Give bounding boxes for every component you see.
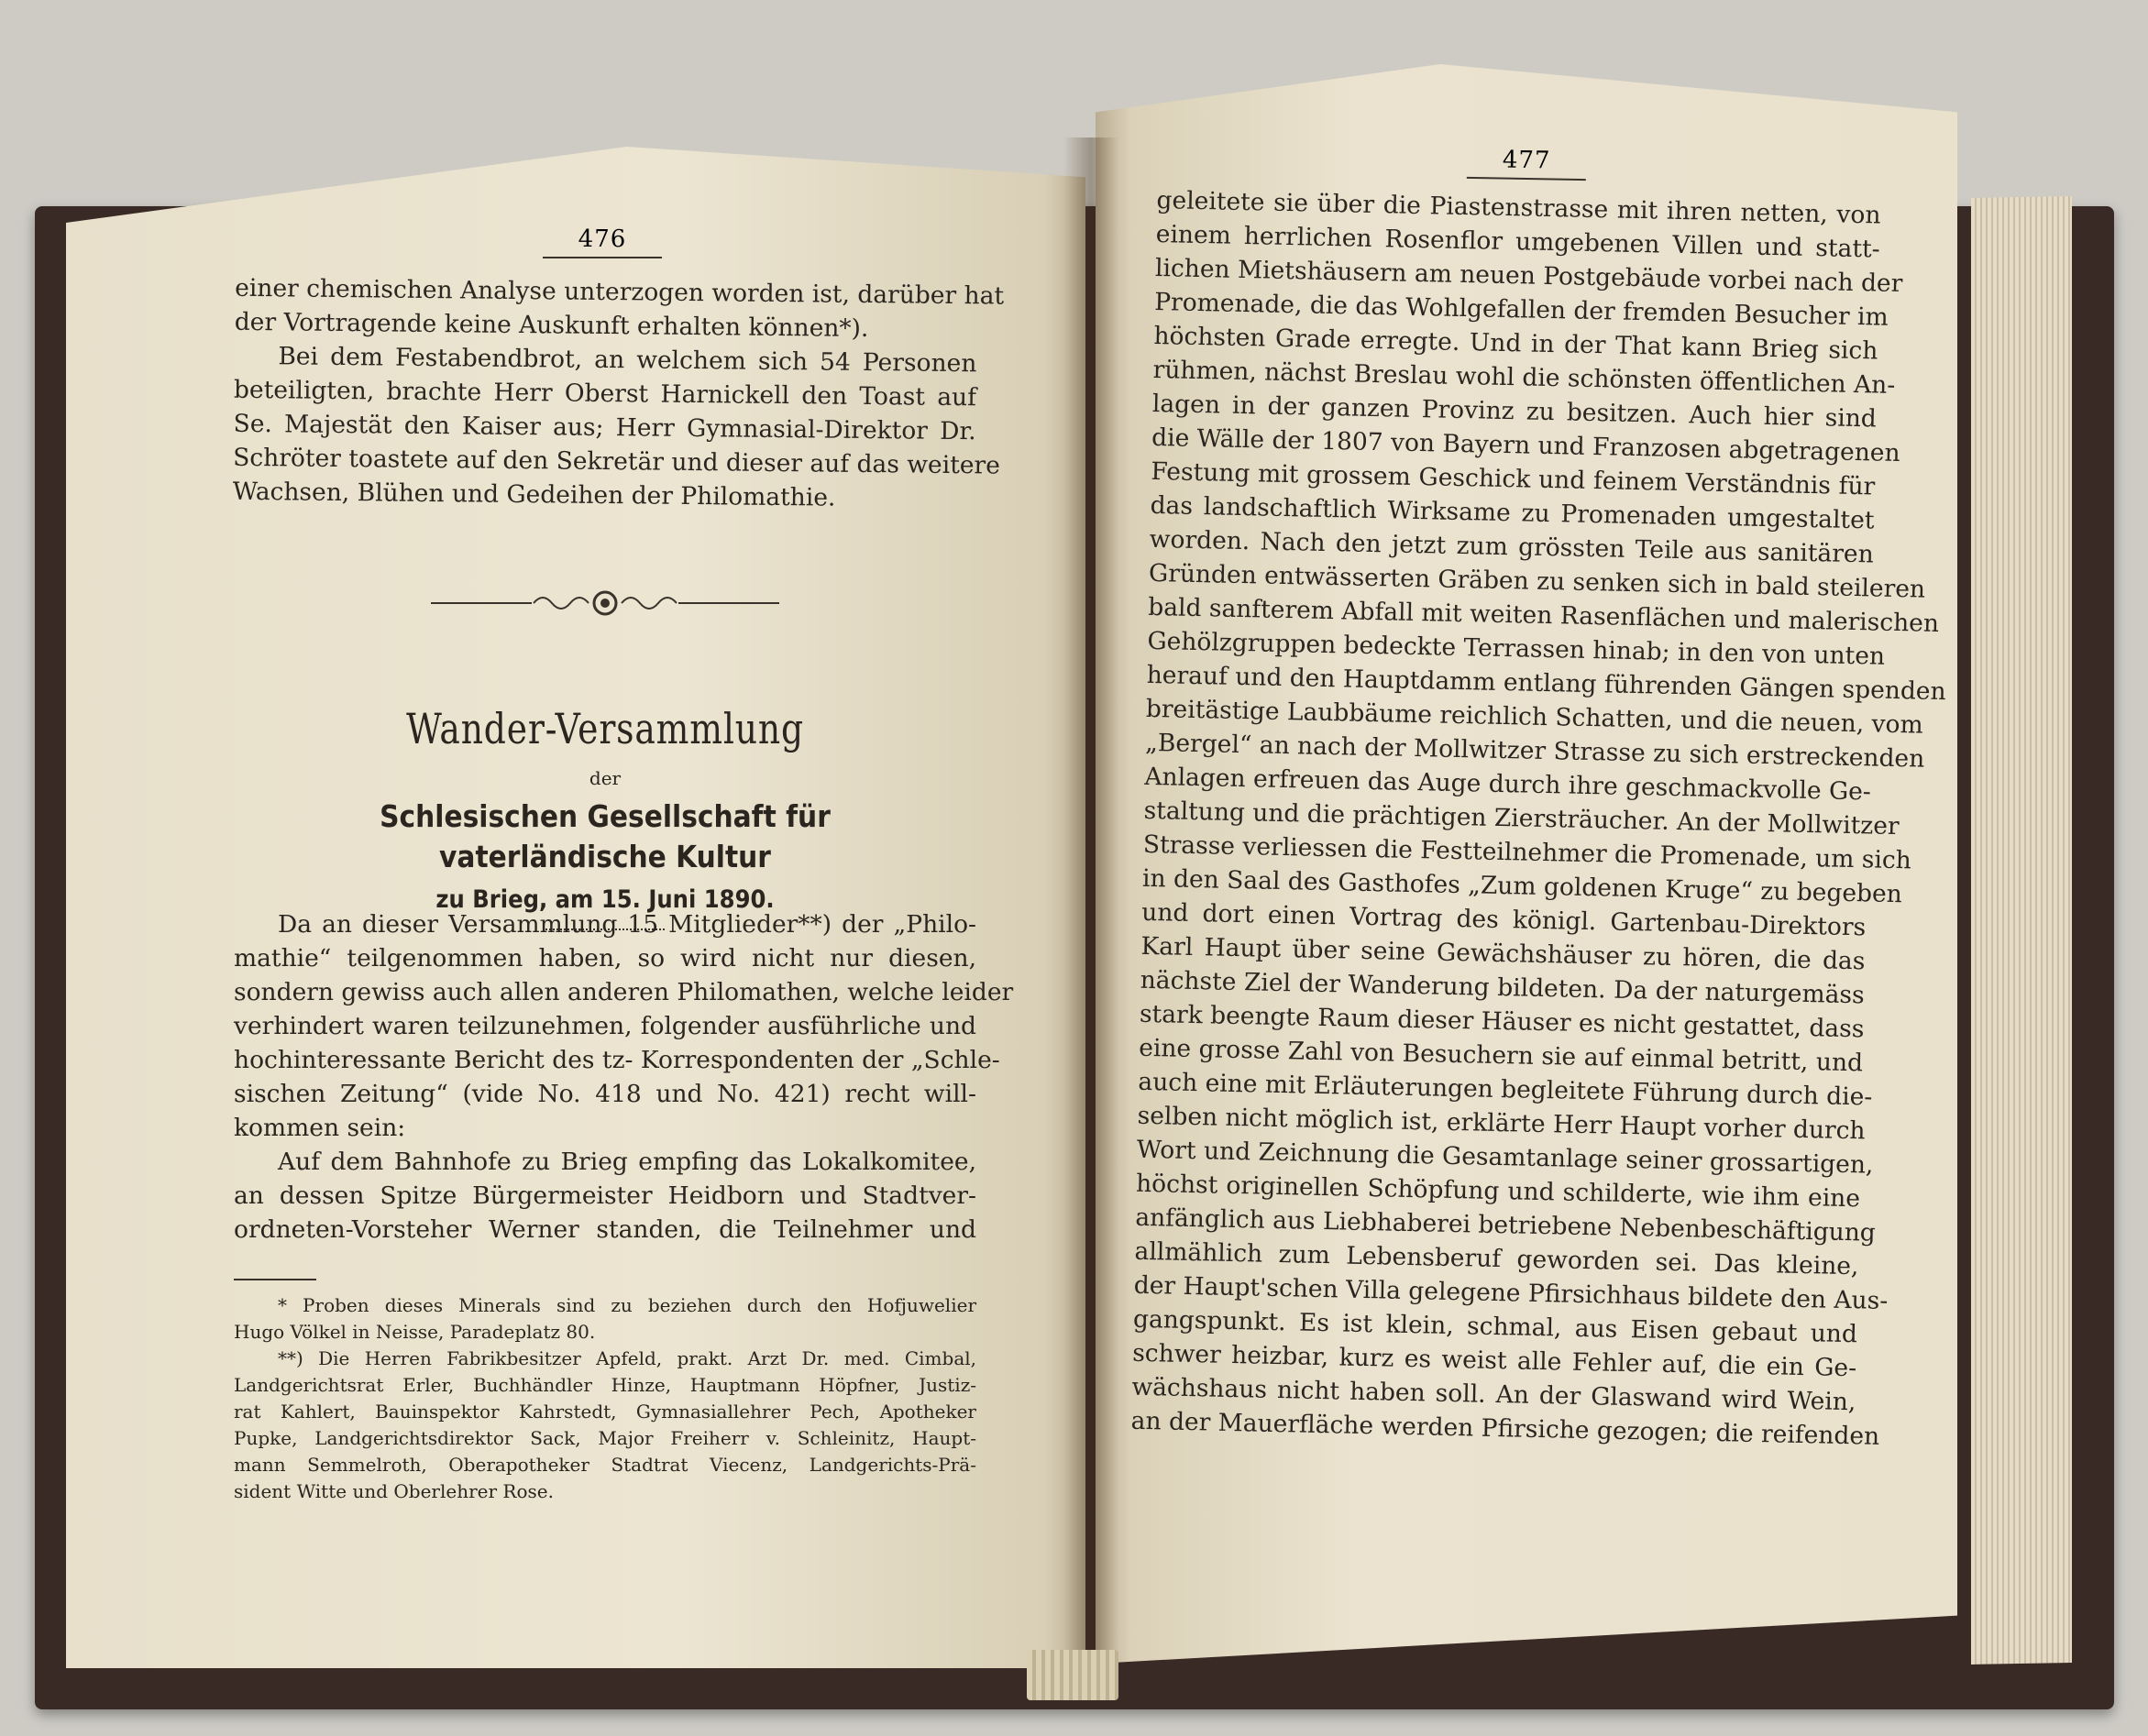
page-edges	[1971, 196, 2072, 1665]
footnote-rule	[234, 1279, 316, 1280]
text-line: Karl Haupt über seine Gewächshäuser zu hören, die das	[1140, 931, 1866, 976]
text-line: mathie“ teilgenommen haben, so wird nicht nur diesen,	[234, 944, 976, 972]
text-line: auch eine mit Erläuterungen begleitete Führung durch die-	[1138, 1067, 1873, 1112]
text-line: Auf dem Bahnhofe zu Brieg empfing das Lokalkomitee,	[278, 1148, 976, 1176]
text-line: anfänglich aus Liebhaberei betriebene Nebenbeschäftigung	[1135, 1203, 1877, 1247]
text-line: der Vortragende keine Auskunft erhalten können*).	[234, 307, 869, 344]
text-line: „Bergel“ an nach der Mollwitzer Strasse zu sich erstreckenden	[1144, 728, 1925, 774]
text-line: Wort und Zeichnung die Gesamtanlage seiner grossartigen,	[1136, 1135, 1874, 1180]
text-line: ordneten-Vorsteher Werner standen, die Teilnehmer und	[234, 1215, 976, 1244]
text-line: das landschaftlich Wirksame zu Promenaden umgestaltet	[1150, 490, 1875, 535]
left-body-text	[234, 907, 1014, 1247]
headband	[1027, 1650, 1118, 1700]
text-line: worden. Nach den jetzt zum grössten Teile aus sanitären	[1149, 524, 1875, 569]
spine-gutter	[1063, 137, 1118, 1677]
text-line: höchst originellen Schöpfung und schilderte, wie ihm eine	[1135, 1169, 1861, 1214]
text-line: nächste Ziel der Wanderung bildeten. Da der naturgemäss	[1140, 965, 1865, 1010]
section-heading	[234, 701, 976, 930]
text-line: einem herrlichen Rosenflor umgebenen Villen und statt-	[1155, 219, 1880, 264]
text-line: an dessen Spitze Bürgermeister Heidborn und Stadtver-	[234, 1181, 976, 1210]
text-line: an der Mauerfläche werden Pfirsiche gezogen; die reifenden	[1130, 1406, 1880, 1451]
heading-society: Schlesischen Gesellschaft für vaterländische Kultur	[380, 798, 831, 874]
heading-connector: der	[589, 767, 622, 789]
right-page-number	[1462, 146, 1592, 193]
text-line: breitästige Laubbäume reichlich Schatten, und die neuen, vom	[1145, 694, 1923, 740]
text-line: Promenade, die das Wohlgefallen der fremden Besucher im	[1153, 287, 1889, 332]
right-body-text	[1130, 183, 1946, 1453]
text-line: höchsten Grade erregte. Und in der That kann Brieg sich	[1153, 321, 1878, 366]
text-line: Schröter toastete auf den Sekretär und dieser auf das weitere	[233, 443, 1001, 480]
text-line: sischen Zeitung“ (vide No. 418 und No. 421) recht will-	[234, 1080, 976, 1108]
text-line: Bei dem Festabendbrot, an welchem sich 54 Personen	[278, 342, 977, 379]
page-number-rule	[543, 257, 662, 258]
footnote-line: Hugo Völkel in Neisse, Paradeplatz 80.	[234, 1321, 596, 1343]
text-line: allmählich zum Lebensberuf geworden sei. Das kleine,	[1134, 1236, 1859, 1281]
left-page-number	[543, 225, 662, 271]
text-line: Wachsen, Blühen und Gedeihen der Philomathie.	[232, 477, 836, 512]
footnote-line: rat Kahlert, Bauinspektor Kahrstedt, Gymnasiallehrer Pech, Apotheker	[234, 1401, 976, 1423]
text-line: herauf und den Hauptdamm entlang führenden Gängen spenden	[1146, 660, 1946, 707]
text-line: Strasse verliessen die Festteilnehmer die Promenade, um sich	[1142, 830, 1912, 875]
page-number-text: 476	[578, 225, 627, 253]
text-line: sondern gewiss auch allen anderen Philomathen, welche leider	[234, 978, 1014, 1006]
text-line: beteiligten, brachte Herr Oberst Harnickell den Toast auf	[233, 375, 977, 412]
text-line: Da an dieser Versammlung 15 Mitglieder**) der „Philo-	[278, 910, 976, 939]
text-line: bald sanfterem Abfall mit weiten Rasenflächen und malerischen	[1147, 592, 1940, 638]
text-line: verhindert waren teilzunehmen, folgender ausführliche und	[234, 1012, 976, 1040]
footnote-line: mann Semmelroth, Oberapotheker Stadtrat Viecenz, Landgerichts-Prä-	[234, 1454, 976, 1476]
text-line: einer chemischen Analyse unterzogen worden ist, darüber hat	[235, 273, 1005, 311]
footnote-line: Landgerichtsrat Erler, Buchhändler Hinze, Hauptmann Höpfner, Justiz-	[234, 1374, 976, 1396]
heading-title: Wander-Versammlung	[406, 704, 804, 753]
ornament-divider	[431, 587, 779, 620]
left-top-paragraph	[232, 271, 1005, 516]
text-line: gangspunkt. Es ist klein, schmal, aus Eisen gebaut und	[1132, 1304, 1858, 1349]
text-line: wächshaus nicht haben soll. An der Glaswand wird Wein,	[1131, 1372, 1856, 1417]
text-line: stark beengte Raum dieser Häuser es nicht gestattet, dass	[1139, 999, 1865, 1044]
text-line: rühmen, nächst Breslau wohl die schönsten öffentlichen An-	[1152, 355, 1896, 400]
footnote-line: **) Die Herren Fabrikbesitzer Apfeld, prakt. Arzt Dr. med. Cimbal,	[278, 1347, 976, 1369]
footnote-line: * Proben dieses Minerals sind zu beziehen durch den Hofjuwelier	[278, 1294, 976, 1316]
text-line: und dort einen Vortrag des königl. Gartenbau-Direktors	[1141, 897, 1867, 942]
text-line: selben nicht möglich ist, erklärte Herr Haupt vorher durch	[1137, 1101, 1866, 1146]
text-line: lichen Mietshäusern am neuen Postgebäude vorbei nach der	[1154, 253, 1903, 299]
text-line: Anlagen erfreuen das Auge durch ihre geschmackvolle Ge-	[1144, 762, 1872, 807]
text-line: staltung und die prächtigen Ziersträucher. An der Mollwitzer	[1143, 796, 1900, 841]
page-number-rule	[1467, 177, 1586, 181]
page-number-text: 477	[1502, 146, 1551, 175]
footnote-line: Pupke, Landgerichtsdirektor Sack, Major Freiherr v. Schleinitz, Haupt-	[234, 1427, 976, 1449]
text-line: kommen sein:	[234, 1114, 406, 1142]
text-line: Se. Majestät den Kaiser aus; Herr Gymnasial-Direktor Dr.	[233, 409, 976, 446]
text-line: in den Saal des Gasthofes „Zum goldenen Kruge“ zu begeben	[1141, 863, 1903, 909]
footnote-line: sident Witte und Oberlehrer Rose.	[234, 1480, 554, 1502]
text-line: Gehölzgruppen bedeckte Terrassen hinab; in den von unten	[1147, 626, 1886, 671]
footnotes	[234, 1292, 976, 1505]
text-line: die Wälle der 1807 von Bayern und Franzosen abgetragenen	[1151, 423, 1900, 468]
text-line: eine grosse Zahl von Besuchern sie auf einmal betritt, und	[1138, 1033, 1864, 1078]
text-line: Festung mit grossem Geschick und feinem Verständnis für	[1151, 456, 1876, 501]
text-line: lagen in der ganzen Provinz zu besitzen. Auch hier sind	[1151, 389, 1878, 434]
text-line: geleitete sie über die Piastenstrasse mit ihren netten, von	[1156, 185, 1881, 230]
text-line: der Haupt'schen Villa gelegene Pfirsichhaus bildete den Aus-	[1133, 1270, 1889, 1315]
text-line: hochinteressante Bericht des tz- Korrespondenten der „Schle-	[234, 1046, 1000, 1074]
heading-place-date: zu Brieg, am 15. Juni 1890.	[435, 885, 775, 914]
text-line: Gründen entwässerten Gräben zu senken sich in bald steileren	[1148, 558, 1926, 604]
text-line: schwer heizbar, kurz es weist alle Fehler auf, die ein Ge-	[1131, 1338, 1857, 1383]
